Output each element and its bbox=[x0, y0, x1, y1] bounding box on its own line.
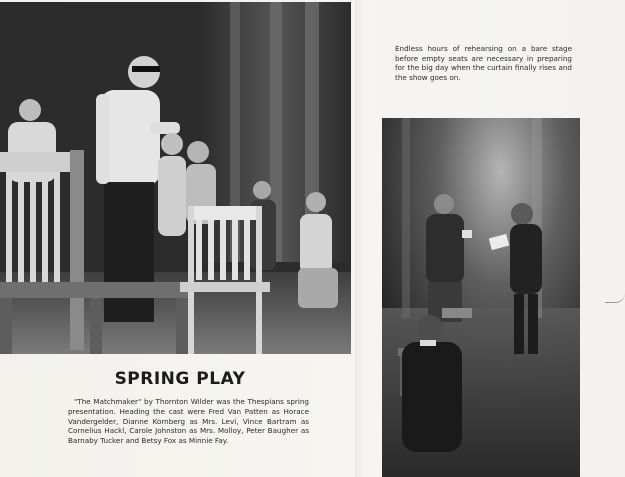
bare-stage-illustration bbox=[382, 118, 580, 477]
page-edge-mark bbox=[605, 290, 625, 303]
page-headline: SPRING PLAY bbox=[114, 369, 246, 389]
rehearsal-cast-photo bbox=[0, 2, 351, 354]
rehearsal-cast-illustration bbox=[0, 2, 351, 354]
article-body: "The Matchmaker" by Thornton Wilder was the Thespians spring presentation. Heading the cast were Fred Van Patten as Horace Vandergelder, Dianne Kornberg as Mrs. Levi, Vince Bartram as Cornelius Hackl, Carole Johnston as Mrs. Molloy, Peter Baugher as Barnaby Tucker and Betsy Fox as Minnie Fay. bbox=[68, 397, 309, 446]
rehearsal-caption: Endless hours of rehearsing on a bare stage before empty seats are necessary in preparing for the big day when the curtain finally rises and the show goes on. bbox=[395, 44, 572, 82]
bare-stage-rehearsal-photo bbox=[382, 118, 580, 477]
page-gutter bbox=[355, 0, 365, 477]
